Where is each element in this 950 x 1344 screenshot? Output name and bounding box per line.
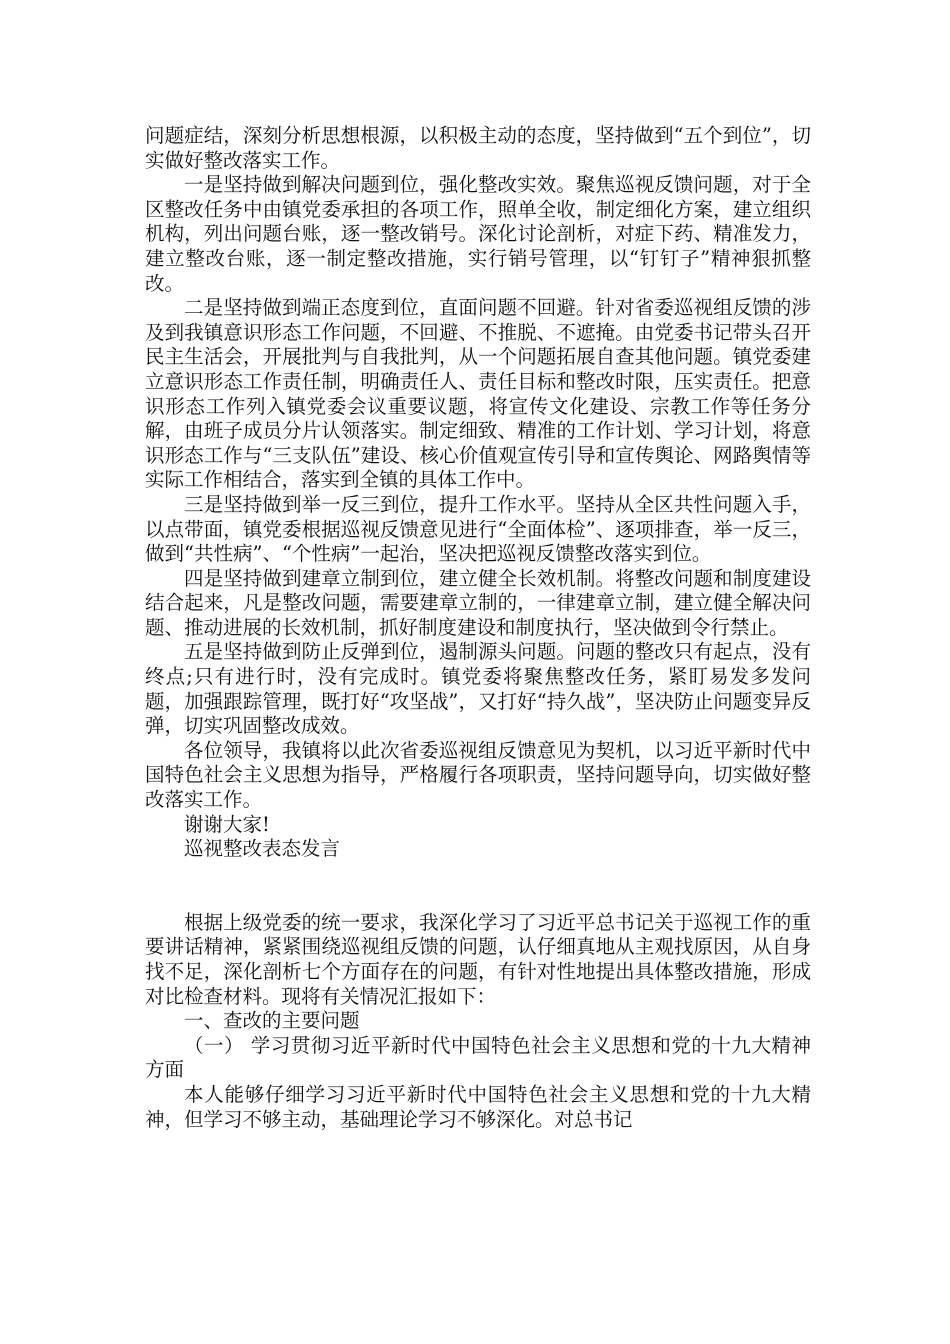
paragraph-point-one: 一是坚持做到解决问题到位，强化整改实效。聚焦巡视反馈问题，对于全区整改任务中由镇党委承担的各项工作，照单全收，制定细化方案，建立组织机构，列出问题台账，逐一整改销号。深化讨论剖析，对症下药、精准发力，建立整改台账，逐一制定整改措施，实行销号管理，以“钉钉子”精神狠抓整改。 xyxy=(145,173,811,295)
heading-main-problems: 一、查改的主要问题 xyxy=(184,1009,360,1033)
paragraph-point-four: 四是坚持做到建章立制到位，建立健全长效机制。将整改问题和制度建设结合起来，凡是整改问题，需要建章立制的，一律建章立制，建立健全解决问题、推动进展的长效机制，抓好制度建设和制度执行，坚决做到令行禁止。 xyxy=(145,566,811,639)
section-title: 巡视整改表态发言 xyxy=(184,837,341,861)
paragraph-closing: 各位领导，我镇将以此次省委巡视组反馈意见为契机，以习近平新时代中国特色社会主义思想为指导，严格履行各项职责，坚持问题导向，切实做好整改落实工作。 xyxy=(145,738,811,812)
paragraph-intro: 根据上级党委的统一要求，我深化学习了习近平总书记关于巡视工作的重要讲话精神，紧紧围绕巡视组反馈的问题，认仔细真地从主观找原因，从自身找不足，深化剖析七个方面存在的问题，有针对性地提出具体整改措施，形成对比检查材料。现将有关情况汇报如下： xyxy=(145,910,811,1008)
paragraph-continued: 问题症结，深刻分析思想根源，以积极主动的态度，坚持做到“五个到位”，切实做好整改落实工作。 xyxy=(145,124,811,172)
paragraph-study: 本人能够仔细学习习近平新时代中国特色社会主义思想和党的十九大精神，但学习不够主动，基础理论学习不够深化。对总书记 xyxy=(145,1082,811,1131)
blank-line xyxy=(145,862,811,911)
paragraph-point-five: 五是坚持做到防止反弹到位，遏制源头问题。问题的整改只有起点，没有终点;只有进行时，没有完成时。镇党委将聚焦整改任务，紧盯易发多发问题，加强跟踪管理，既打好“攻坚战”，又打好“持久战”，坚决防止问题变异反弹，切实巩固整改成效。 xyxy=(145,640,811,738)
document-page xyxy=(145,124,811,1132)
heading-subsection-one: （一） 学习贯彻习近平新时代中国特色社会主义思想和党的十九大精神方面 xyxy=(145,1033,811,1082)
paragraph-point-two: 二是坚持做到端正态度到位，直面问题不回避。针对省委巡视组反馈的涉及到我镇意识形态工作问题，不回避、不推脱、不遮掩。由党委书记带头召开民主生活会，开展批判与自我批判，从一个问题拓展自查其他问题。镇党委建立意识形态工作责任制，明确责任人、责任目标和整改时限，压实责任。把意识形态工作列入镇党委会议重要议题，将宣传文化建设、宗教工作等任务分解，由班子成员分片认领落实。制定细致、精准的工作计划、学习计划，将意识形态工作与“三支队伍”建设、核心价值观宣传引导和宣传舆论、网路舆情等实际工作相结合，落实到全镇的具体工作中。 xyxy=(145,296,811,492)
paragraph-thanks: 谢谢大家! xyxy=(184,812,270,836)
paragraph-point-three: 三是坚持做到举一反三到位，提升工作水平。坚持从全区共性问题入手，以点带面，镇党委根据巡视反馈意见进行“全面体检”、逐项排查，举一反三，做到“共性病”、“个性病”一起治，坚决把巡视反馈整改落实到位。 xyxy=(145,492,811,566)
